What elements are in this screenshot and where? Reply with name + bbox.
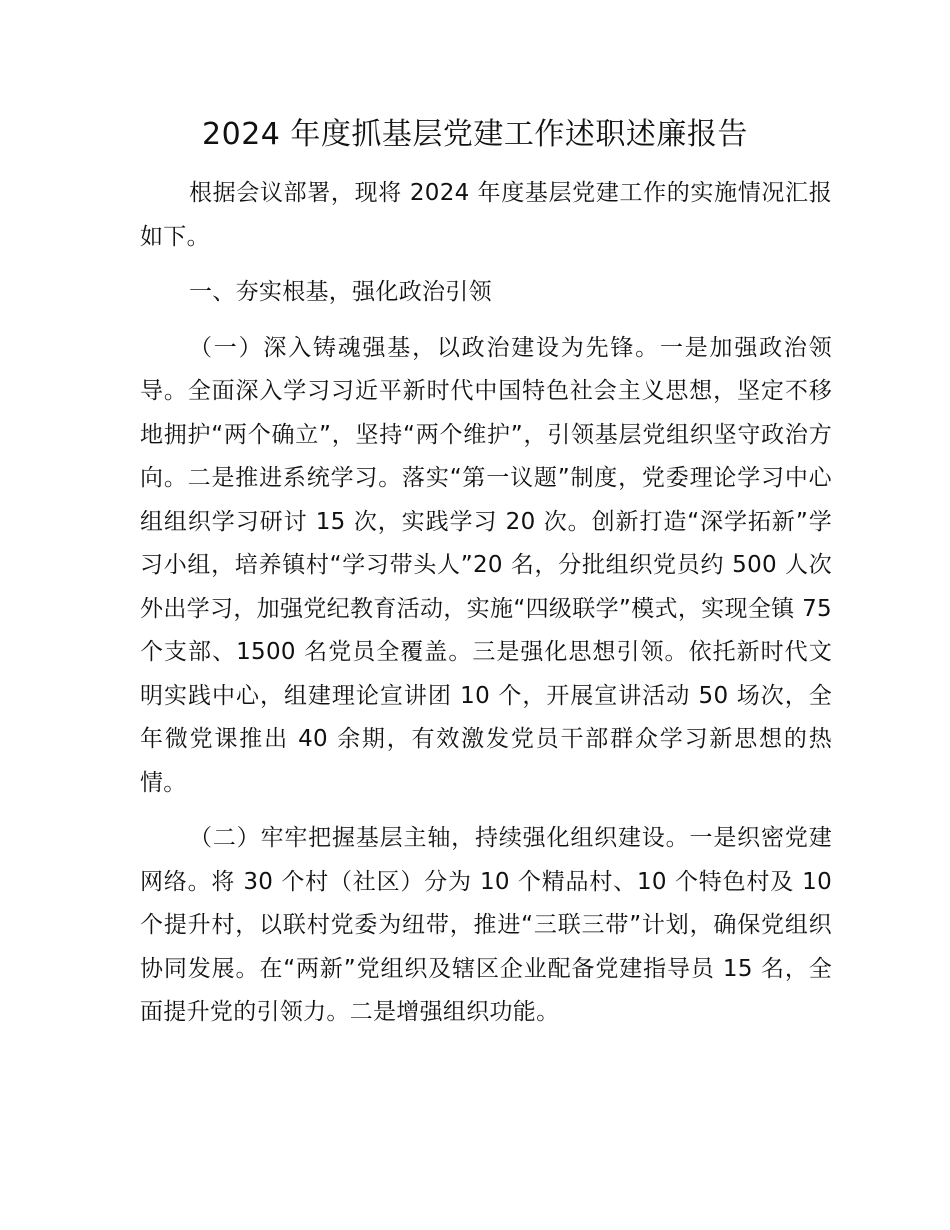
section-heading: 一、夯实根基，强化政治引领 (189, 279, 492, 305)
document-title: 2024 年度抓基层党建工作述职述廉报告 (202, 117, 748, 152)
intro-paragraph: 根据会议部署，现将 2024 年度基层党建工作的实施情况汇报如下。 (140, 180, 832, 250)
paragraph-political-building: （一）深入铸魂强基，以政治建设为先锋。一是加强政治领导。全面深入学习习近平新时代中国特色社会主义思想，坚定不移地拥护“两个确立”，坚持“两个维护”，引领基层党组织坚守政治方向。二是推进系统学习。落实“第一议题”制度，党委理论学习中心组组织学习研讨 15 次，实践学习 20 次。创新打造“深学拓新”学习小组，培养镇村“学习带头人”20 名，分批组织党员约 500 人次外出学习，加强党纪教育活动，实施“四级联学”模式，实现全镇 75 个支部、1500 名党员全覆盖。三是强化思想引领。依托新时代文明实践中心，组建理论宣讲团 10 个，开展宣讲活动 50 场次，全年微党课推出 40 余期，有效激发党员干部群众学习新思想的热情。 (140, 334, 832, 796)
document-body (140, 172, 832, 1047)
paragraph-organization-building: （二）牢牢把握基层主轴，持续强化组织建设。一是织密党建网络。将 30 个村（社区）分为 10 个精品村、10 个特色村及 10 个提升村，以联村党委为纽带，推进“三联三带”计划，确保党组织协同发展。在“两新”党组织及辖区企业配备党建指导员 15 名，全面提升党的引领力。二是增强组织功能。 (140, 825, 832, 1025)
